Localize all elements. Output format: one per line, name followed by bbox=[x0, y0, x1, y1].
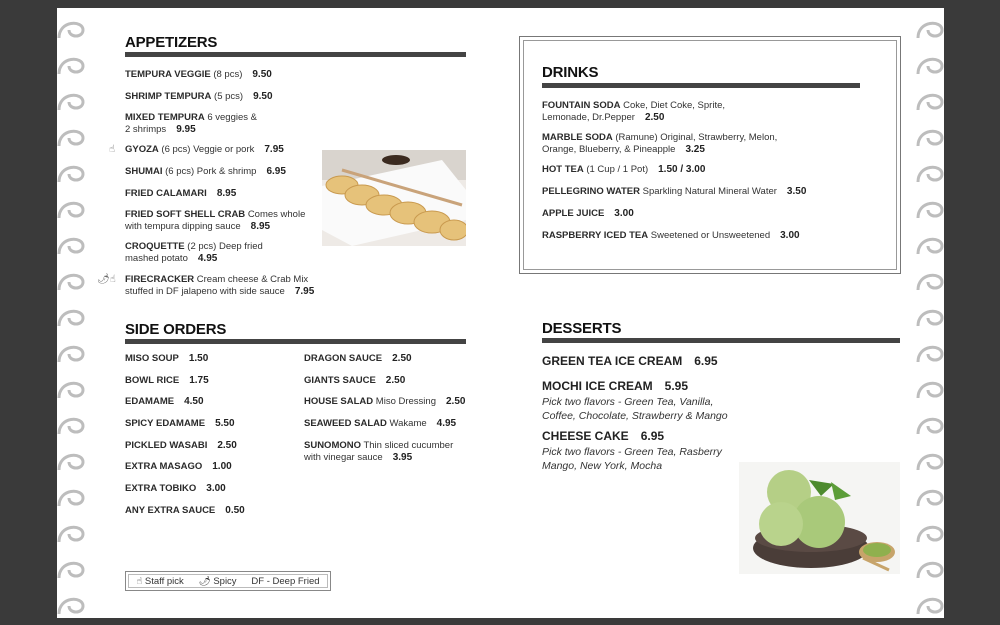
item-name: FIRECRACKER bbox=[125, 274, 195, 285]
left-wave-border bbox=[57, 8, 85, 618]
appetizer-item bbox=[109, 144, 284, 156]
item-description-2: with vinegar sauce bbox=[304, 451, 383, 463]
dessert-item bbox=[542, 427, 722, 472]
side-order-item bbox=[125, 418, 235, 430]
item-description-2: mashed potato bbox=[125, 252, 188, 264]
ice-cream-photo bbox=[739, 462, 900, 574]
dessert-item bbox=[542, 377, 728, 422]
item-name: TEMPURA VEGGIE bbox=[125, 69, 211, 80]
appetizer-item bbox=[125, 91, 273, 103]
item-description-2: 2 shrimps bbox=[125, 123, 167, 135]
item-description: (1 Cup / 1 Pot) bbox=[586, 164, 649, 175]
drink-item bbox=[542, 186, 806, 198]
item-price: 6.95 bbox=[266, 166, 286, 177]
drink-item bbox=[542, 208, 634, 220]
item-name: SHUMAI bbox=[125, 166, 163, 177]
item-price: 5.50 bbox=[215, 418, 235, 429]
item-name: DRAGON SAUCE bbox=[304, 353, 383, 364]
item-name: PELLEGRINO WATER bbox=[542, 186, 640, 197]
item-price: 2.50 bbox=[392, 353, 412, 364]
item-price: 1.00 bbox=[212, 461, 232, 472]
hand-pointer-icon: ☝ bbox=[136, 575, 143, 587]
drink-item bbox=[542, 164, 705, 176]
side-orders-rule bbox=[125, 339, 466, 344]
side-order-item bbox=[304, 375, 405, 387]
appetizer-item bbox=[125, 188, 236, 200]
dessert-price: 5.95 bbox=[664, 379, 689, 393]
gyoza-photo bbox=[322, 150, 466, 246]
item-description: (6 pcs) Veggie or pork bbox=[161, 144, 255, 155]
item-price: 3.25 bbox=[685, 143, 705, 155]
desserts-rule bbox=[542, 338, 900, 343]
menu-page bbox=[57, 8, 944, 618]
side-order-item bbox=[304, 353, 412, 365]
item-name: FRIED CALAMARI bbox=[125, 188, 207, 199]
item-description-2: with tempura dipping sauce bbox=[125, 220, 241, 232]
item-name: HOUSE SALAD bbox=[304, 396, 374, 407]
appetizer-item bbox=[125, 69, 272, 81]
item-name: FRIED SOFT SHELL CRAB bbox=[125, 209, 246, 220]
item-description: (5 pcs) bbox=[214, 91, 244, 102]
item-description: Sparkling Natural Mineral Water bbox=[642, 186, 777, 197]
item-description-2: Orange, Blueberry, & Pineapple bbox=[542, 143, 676, 155]
item-description: 6 veggies & bbox=[207, 112, 257, 123]
item-price: 9.95 bbox=[176, 123, 196, 135]
drinks-rule bbox=[542, 83, 860, 88]
desserts-title: DESSERTS bbox=[542, 320, 622, 337]
item-description: Coke, Diet Coke, Sprite, bbox=[623, 100, 726, 111]
dessert-description-2: Coffee, Chocolate, Strawberry & Mango bbox=[542, 409, 728, 422]
item-price: 9.50 bbox=[252, 69, 272, 80]
item-price: 8.95 bbox=[216, 188, 237, 199]
legend-deep-fried: DF - Deep Fried bbox=[251, 575, 320, 587]
item-price: 0.50 bbox=[225, 505, 245, 516]
item-name: BOWL RICE bbox=[125, 375, 180, 386]
appetizers-rule bbox=[125, 52, 466, 57]
item-name: PICKLED WASABI bbox=[125, 440, 208, 451]
side-orders-title: SIDE ORDERS bbox=[125, 321, 227, 338]
dessert-name: CHEESE CAKE bbox=[542, 429, 629, 443]
item-price: 3.50 bbox=[786, 186, 807, 197]
side-order-item bbox=[304, 440, 453, 463]
legend-box bbox=[125, 571, 331, 591]
item-name: CROQUETTE bbox=[125, 241, 185, 252]
appetizer-item bbox=[97, 274, 315, 297]
item-name: ANY EXTRA SAUCE bbox=[125, 505, 216, 516]
item-price: 4.95 bbox=[436, 418, 457, 429]
side-order-item bbox=[125, 396, 204, 408]
staff-pick-icon: ☝ bbox=[109, 144, 116, 155]
item-name: APPLE JUICE bbox=[542, 208, 605, 219]
side-order-item bbox=[125, 440, 237, 452]
item-name: SEAWEED SALAD bbox=[304, 418, 387, 429]
item-name: GIANTS SAUCE bbox=[304, 375, 376, 386]
dessert-price: 6.95 bbox=[640, 429, 665, 443]
item-name: EXTRA MASAGO bbox=[125, 461, 203, 472]
dessert-description: Pick two flavors - Green Tea, Vanilla, bbox=[542, 396, 714, 408]
item-description: (6 pcs) Pork & shrimp bbox=[165, 166, 257, 177]
item-description: (2 pcs) Deep fried bbox=[187, 241, 263, 252]
item-description: Thin sliced cucumber bbox=[363, 440, 454, 451]
item-price: 2.50 bbox=[445, 396, 466, 407]
item-price: 8.95 bbox=[250, 220, 271, 232]
item-name: MISO SOUP bbox=[125, 353, 179, 364]
item-price: 3.00 bbox=[206, 483, 226, 494]
item-price: 3.00 bbox=[614, 208, 634, 219]
item-price: 2.50 bbox=[385, 375, 406, 386]
side-order-item bbox=[304, 396, 465, 408]
dessert-price: 6.95 bbox=[694, 354, 718, 368]
item-price: 2.50 bbox=[644, 111, 665, 123]
drink-item bbox=[542, 230, 800, 242]
item-price: 7.95 bbox=[294, 285, 315, 297]
drinks-title: DRINKS bbox=[542, 64, 599, 81]
side-order-item bbox=[125, 505, 245, 517]
item-price: 9.50 bbox=[253, 91, 273, 102]
dessert-item bbox=[542, 352, 718, 370]
item-description: Miso Dressing bbox=[375, 396, 436, 407]
drink-item bbox=[542, 100, 725, 123]
item-description-2: Lemonade, Dr.Pepper bbox=[542, 111, 635, 123]
dessert-name: MOCHI ICE CREAM bbox=[542, 379, 653, 393]
item-price: 7.95 bbox=[264, 144, 284, 155]
appetizer-item bbox=[125, 112, 257, 135]
item-price: 1.75 bbox=[189, 375, 209, 386]
item-price: 1.50 bbox=[188, 353, 209, 364]
side-order-item bbox=[304, 418, 456, 430]
item-name: EDAMAME bbox=[125, 396, 175, 407]
staff-pick-icon: 🌶☝ bbox=[97, 274, 116, 285]
side-order-item bbox=[125, 353, 208, 365]
item-price: 4.50 bbox=[184, 396, 204, 407]
item-name: SPICY EDAMAME bbox=[125, 418, 206, 429]
item-description: Cream cheese & Crab Mix bbox=[196, 274, 309, 285]
item-price: 3.00 bbox=[780, 230, 800, 241]
item-price: 3.95 bbox=[392, 451, 413, 463]
item-description: Sweetened or Unsweetened bbox=[650, 230, 771, 241]
dessert-description: Pick two flavors - Green Tea, Rasberry bbox=[542, 446, 722, 458]
item-description: Wakame bbox=[389, 418, 427, 429]
appetizer-item bbox=[125, 241, 263, 264]
dessert-description-2: Mango, New York, Mocha bbox=[542, 459, 663, 472]
item-description: (Ramune) Original, Strawberry, Melon, bbox=[615, 132, 778, 143]
item-name: HOT TEA bbox=[542, 164, 584, 175]
appetizer-item bbox=[125, 209, 305, 232]
legend-staff-pick: ☝ Staff pick bbox=[136, 575, 184, 587]
dessert-name: GREEN TEA ICE CREAM bbox=[542, 354, 683, 368]
item-price: 1.50 / 3.00 bbox=[658, 164, 706, 175]
item-price: 4.95 bbox=[197, 252, 218, 264]
item-description: (8 pcs) bbox=[213, 69, 243, 80]
side-order-item bbox=[125, 461, 232, 473]
item-name: EXTRA TOBIKO bbox=[125, 483, 197, 494]
item-name: FOUNTAIN SODA bbox=[542, 100, 621, 111]
side-order-item bbox=[125, 375, 209, 387]
item-name: MIXED TEMPURA bbox=[125, 112, 205, 123]
item-price: 2.50 bbox=[217, 440, 237, 451]
item-description: Comes whole bbox=[247, 209, 306, 220]
item-name: SHRIMP TEMPURA bbox=[125, 91, 212, 102]
item-name: MARBLE SODA bbox=[542, 132, 613, 143]
item-name: RASPBERRY ICED TEA bbox=[542, 230, 649, 241]
item-description-2: stuffed in DF jalapeno with side sauce bbox=[125, 285, 285, 297]
legend-spicy: 🌶 Spicy bbox=[198, 575, 237, 587]
side-order-item bbox=[125, 483, 226, 495]
appetizer-item bbox=[125, 166, 286, 178]
right-wave-border bbox=[916, 8, 944, 618]
chili-pepper-icon: 🌶 bbox=[198, 575, 211, 587]
appetizers-title: APPETIZERS bbox=[125, 34, 218, 51]
item-name: GYOZA bbox=[125, 144, 159, 155]
drink-item bbox=[542, 132, 777, 155]
item-name: SUNOMONO bbox=[304, 440, 361, 451]
